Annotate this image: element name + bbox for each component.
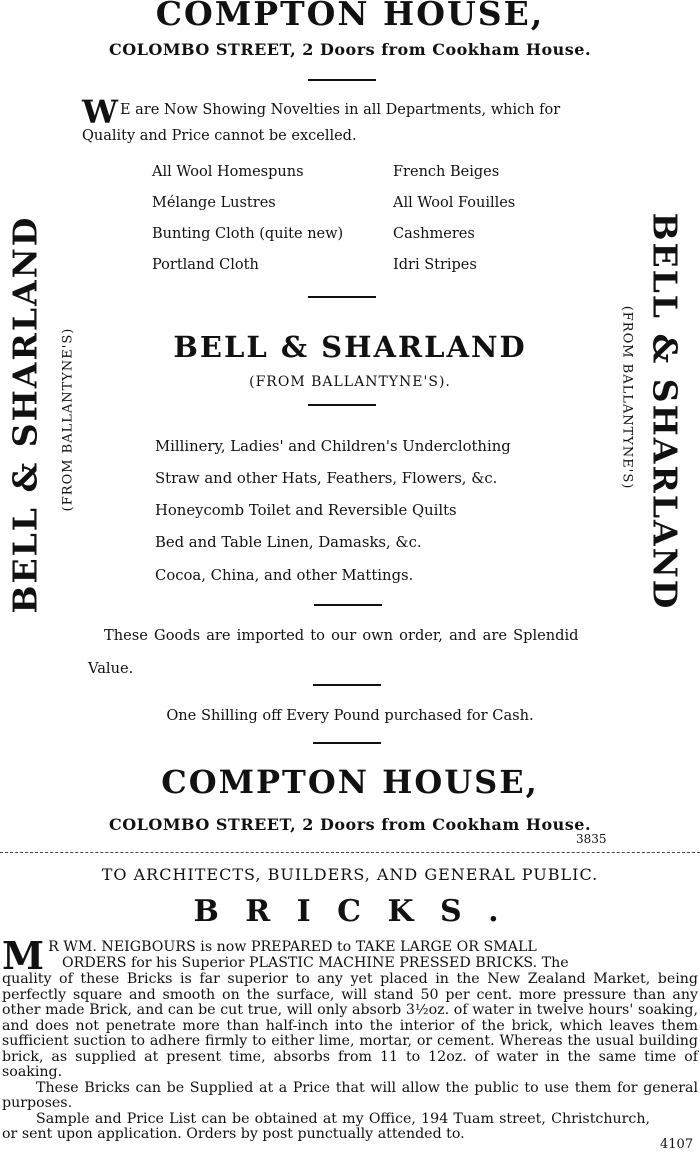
list-item: Bed and Table Linen, Damasks, &c. xyxy=(155,534,422,551)
goods-item: Mélange Lustres xyxy=(152,195,276,211)
goods-right-column xyxy=(393,164,515,288)
firm-from: (FROM BALLANTYNE'S). xyxy=(249,374,451,390)
bricks-body xyxy=(2,933,698,1143)
divider xyxy=(308,296,376,298)
bricks-title: B R I C K S . xyxy=(193,894,507,929)
goods-item: All Wool Homespuns xyxy=(152,164,304,180)
bricks-ad-number: 4107 xyxy=(660,1137,694,1152)
goods-left-column xyxy=(152,164,343,288)
bricks-heading: TO ARCHITECTS, BUILDERS, AND GENERAL PUBLIC. xyxy=(101,865,599,884)
items-list xyxy=(155,438,511,599)
ad-number: 3835 xyxy=(576,832,607,846)
goods-item: Portland Cloth xyxy=(152,257,259,273)
imported-line-1: These Goods are imported to our own order, and are Splendid xyxy=(104,627,579,644)
list-item: Honeycomb Toilet and Reversible Quilts xyxy=(155,502,457,519)
goods-item: Cashmeres xyxy=(393,226,475,242)
bricks-line-2: ORDERS for his Superior PLASTIC MACHINE PRESSED BRICKS. The xyxy=(62,954,569,971)
ad-separator xyxy=(0,852,700,853)
compton-house-address: COLOMBO STREET, 2 Doors from Cookham House. xyxy=(108,40,592,59)
intro-dropcap: W xyxy=(82,93,118,131)
list-item: Millinery, Ladies' and Children's Underclothing xyxy=(155,438,511,455)
bricks-dropcap: M xyxy=(2,933,45,978)
bricks-line-1: R WM. NEIGBOURS is now PREPARED to TAKE LARGE OR SMALL xyxy=(48,939,537,955)
cash-discount: One Shilling off Every Pound purchased for Cash. xyxy=(166,707,534,724)
intro-line-1: E are Now Showing Novelties in all Departments, which for xyxy=(119,102,561,118)
firm-name: BELL & SHARLAND xyxy=(173,330,527,364)
goods-item: French Beiges xyxy=(393,164,500,180)
goods-item: Bunting Cloth (quite new) xyxy=(152,226,344,242)
bricks-paragraph: quality of these Bricks is far superior to any yet placed in the New Zealand Market, being perfectly square and smooth on the surface, will stand 50 per cent. more pressure than any other made Brick, and can be cut true, will only absorb 3½oz. of water in twelve hours' soaking, and does not penetrate more than half-inch into the interior of the brick, which leaves them sufficient suction to adhere firmly to either lime, mortar, or cement. Whereas the usual building brick, as supplied at present time, absorbs from 11 to 12oz. of water in the same time of soaking. xyxy=(2,971,698,1080)
intro-line-2: Quality and Price cannot be excelled. xyxy=(82,128,357,144)
divider xyxy=(313,684,381,686)
divider xyxy=(308,404,376,406)
bricks-sample: Sample and Price List can be obtained at my Office, 194 Tuam street, Christchurch, or sent upon application. Orders by post punctually attended to. xyxy=(2,1110,650,1142)
list-item: Straw and other Hats, Feathers, Flowers, &c. xyxy=(155,470,498,487)
divider xyxy=(313,742,381,744)
intro-paragraph xyxy=(82,93,622,146)
bricks-supply: These Bricks can be Supplied at a Price that will allow the public to use them for general purposes. xyxy=(2,1079,698,1111)
divider xyxy=(308,79,376,81)
goods-item: Idri Stripes xyxy=(393,257,477,273)
compton-house-footer-address: COLOMBO STREET, 2 Doors from Cookham House. xyxy=(108,815,592,834)
divider xyxy=(314,604,382,606)
compton-house-footer-title: COMPTON HOUSE, xyxy=(161,763,539,801)
list-item: Cocoa, China, and other Mattings. xyxy=(155,567,414,584)
imported-line-2: Value. xyxy=(88,660,134,677)
side-name-right: BELL & SHARLAND xyxy=(645,212,685,611)
side-name-left: BELL & SHARLAND xyxy=(5,215,45,614)
side-from-right: (FROM BALLANTYNE'S) xyxy=(619,305,635,490)
goods-item: All Wool Fouilles xyxy=(393,195,516,211)
compton-house-title: COMPTON HOUSE, xyxy=(155,0,545,33)
side-from-left: (FROM BALLANTYNE'S) xyxy=(60,327,76,512)
